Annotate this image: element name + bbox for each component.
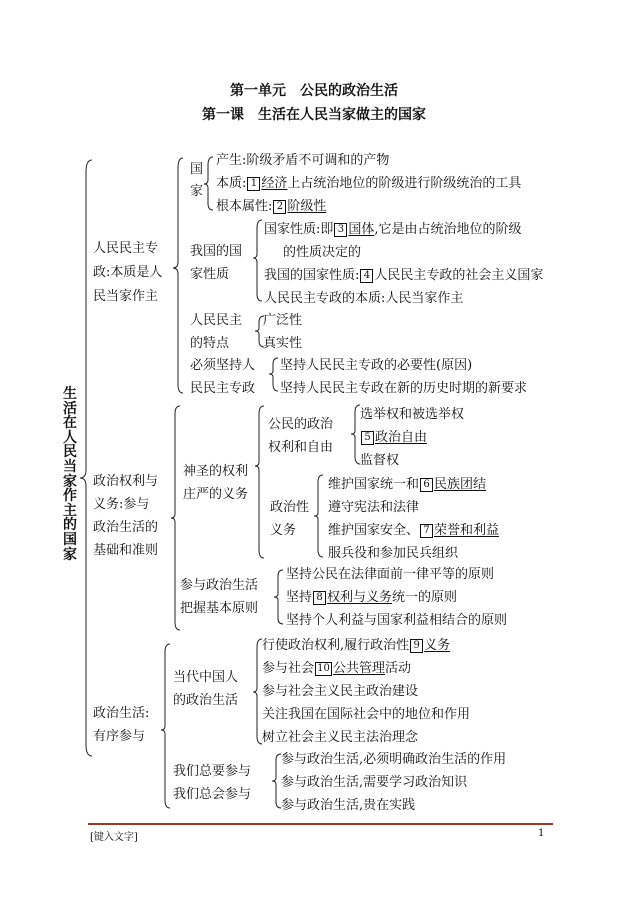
canyu-item-1: 参与政治生活,必须明确政治生活的作用 <box>281 752 507 767</box>
xingzhi-line-1: 国家性质:即 3 国体,它是由占统治地位的阶级 <box>264 222 522 237</box>
dangdai-item-5: 树立社会主义民主法治理念 <box>262 730 419 745</box>
yiwu-label-2: 义务 <box>270 523 297 538</box>
guojia-chansheng: 产生:阶级矛盾不可调和的产物 <box>216 153 390 168</box>
dangdai-item-1: 行使政治权利,履行政治性 9 义务 <box>262 638 451 653</box>
canyu-item-3: 参与政治生活,贵在实践 <box>281 798 416 813</box>
canyu-item-2: 参与政治生活,需要学习政治知识 <box>281 775 468 790</box>
dangdai-item-4: 关注我国在国际社会中的地位和作用 <box>262 707 471 722</box>
tedian-label-1: 人民民主 <box>190 313 243 328</box>
dangdai-item-3: 参与社会主义民主政治建设 <box>262 684 419 699</box>
jianchi-item-1: 坚持人民民主专政的必要性(原因) <box>280 358 473 373</box>
guojia-shuxing: 根本属性: 2 阶级性 <box>216 199 327 214</box>
xingzhi-line-2: 的性质决定的 <box>283 245 362 260</box>
yiwu-item-1: 维护国家统一和 6 民族团结 <box>328 477 487 492</box>
yiwu-label-1: 政治性 <box>270 500 310 515</box>
s2-label-3: 政治生活的 <box>93 520 159 535</box>
yuanze-label-2: 把握基本原则 <box>180 601 259 616</box>
footer-rule <box>88 823 553 825</box>
footer-placeholder: [键入文字] <box>90 832 138 843</box>
dangdai-label-1: 当代中国人 <box>173 670 239 685</box>
s2-label-1: 政治权利与 <box>93 474 159 489</box>
jianchi-label-1: 必须坚持人 <box>190 358 256 373</box>
s1-label-3: 民当家作主 <box>93 289 159 304</box>
quanli-label-1: 公民的政治 <box>268 417 334 432</box>
yiwu-item-4: 服兵役和参加民兵组织 <box>328 546 459 561</box>
xingzhi-line-3: 我国的国家性质: 4 人民民主专政的社会主义国家 <box>264 268 544 283</box>
root-topic: 生活在人民当家作主的国家 <box>63 386 77 563</box>
tedian-item-1: 广泛性 <box>263 313 303 328</box>
jianchi-item-2: 坚持人民民主专政在新的历史时期的新要求 <box>280 381 528 396</box>
canyu-label-1: 我们总要参与 <box>173 764 252 779</box>
s1-label-2: 政:本质是人 <box>93 265 163 280</box>
jianchi-label-2: 民民主专政 <box>190 381 256 396</box>
shensheng-label-2: 庄严的义务 <box>183 487 249 502</box>
xingzhi-label-2: 家性质 <box>190 267 230 282</box>
yuanze-item-2: 坚持 8 权利与义务统一的原则 <box>286 590 458 605</box>
yuanze-label-1: 参与政治生活 <box>180 578 259 593</box>
canyu-label-2: 我们总会参与 <box>173 787 252 802</box>
guojia-label-2: 家 <box>190 184 204 199</box>
s3-label-1: 政治生活: <box>93 706 150 721</box>
tedian-label-2: 的特点 <box>190 336 230 351</box>
xingzhi-label-1: 我国的国 <box>190 244 243 259</box>
guojia-benzhi: 本质: 1 经济上占统治地位的阶级进行阶级统治的工具 <box>216 176 522 191</box>
quanli-item-3: 监督权 <box>360 453 400 468</box>
xingzhi-line-4: 人民民主专政的本质:人民当家作主 <box>264 291 464 306</box>
dangdai-item-2: 参与社会 10 公共管理活动 <box>262 661 412 676</box>
shensheng-label-1: 神圣的权利 <box>183 464 249 479</box>
page-number: 1 <box>538 828 545 839</box>
s1-label-1: 人民民主专 <box>93 241 159 256</box>
quanli-item-1: 选举权和被选举权 <box>360 407 465 422</box>
unit-title: 第一单元 公民的政治生活 <box>230 83 398 99</box>
s3-label-2: 有序参与 <box>93 729 146 744</box>
yiwu-item-3: 维护国家安全、 7 荣誉和利益 <box>328 523 500 538</box>
s2-label-4: 基础和准则 <box>93 543 159 558</box>
s2-label-2: 义务:参与 <box>93 497 150 512</box>
dangdai-label-2: 的政治生活 <box>173 693 239 708</box>
lesson-title: 第一课 生活在人民当家做主的国家 <box>202 107 426 123</box>
quanli-item-2: 5 政治自由 <box>360 430 427 445</box>
yiwu-item-2: 遵守宪法和法律 <box>328 500 420 515</box>
yuanze-item-1: 坚持公民在法律面前一律平等的原则 <box>286 567 495 582</box>
tedian-item-2: 真实性 <box>263 336 303 351</box>
quanli-label-2: 权利和自由 <box>268 440 334 455</box>
guojia-label-1: 国 <box>190 162 204 177</box>
yuanze-item-3: 坚持个人利益与国家利益相结合的原则 <box>286 613 508 628</box>
